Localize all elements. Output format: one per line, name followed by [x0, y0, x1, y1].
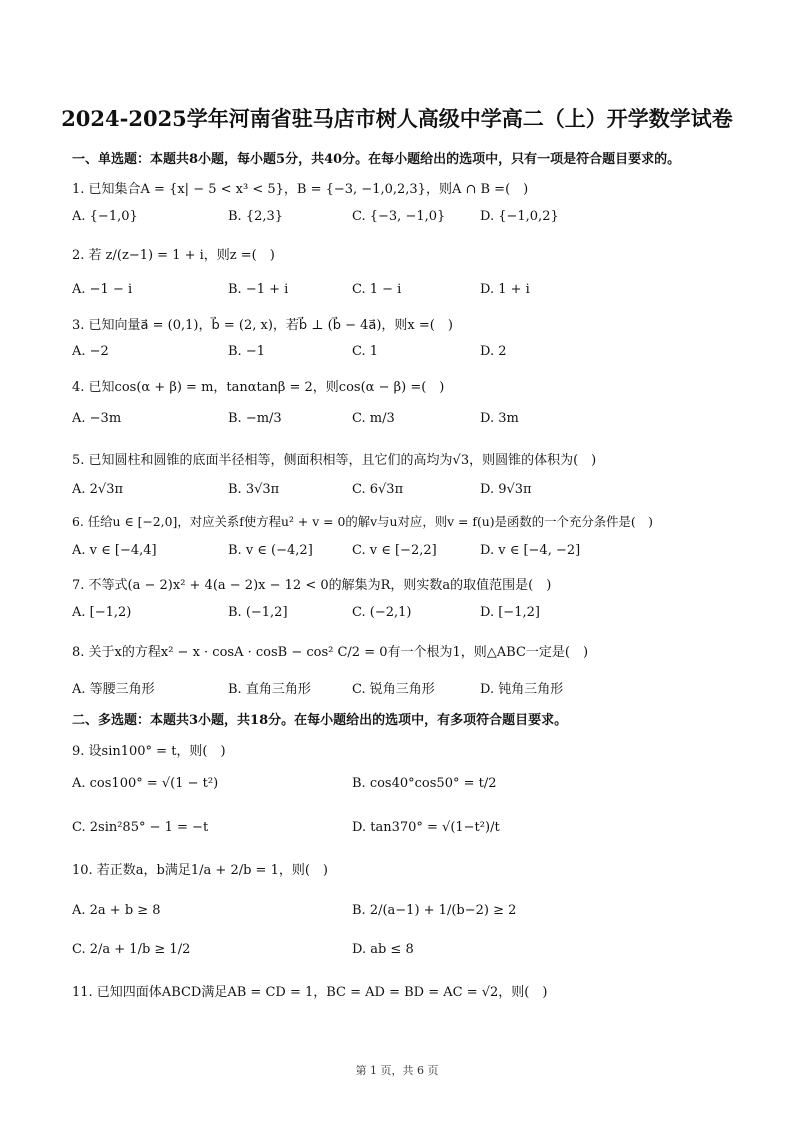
question-1-stem: 1. 已知集合A = {x| − 5 < x³ < 5}，B = {−3, −1,0,2,3}，则A ∩ B =( )	[72, 182, 529, 197]
question-5-stem: 5. 已知圆柱和圆锥的底面半径相等，侧面积相等，且它们的高均为√3，则圆锥的体积为( )	[72, 453, 597, 468]
question-4-stem: 4. 已知cos(α + β) = m，tanαtanβ = 2，则cos(α − β) =( )	[72, 380, 445, 395]
question-8-stem: 8. 关于x的方程x² − x · cosA · cosB − cos² C/2 = 0有一个根为1，则△ABC一定是( )	[72, 645, 589, 660]
question-3-stem: 3. 已知向量a⃗ = (0,1)，b⃗ = (2, x)，若b⃗ ⊥ (b⃗ − 4a⃗)，则x =( )	[72, 318, 453, 333]
question-1-option-c: C. {−3, −1,0}	[352, 209, 446, 224]
question-8-option-c: C. 锐角三角形	[352, 682, 435, 697]
question-7-option-d: D. [−1,2]	[480, 605, 540, 620]
page-footer: 第 1 页，共 6 页	[355, 1064, 439, 1077]
question-3-option-a: A. −2	[72, 344, 109, 359]
question-2-option-c: C. 1 − i	[352, 282, 402, 297]
question-4-option-b: B. −m/3	[228, 411, 282, 426]
question-4-option-c: C. m/3	[352, 411, 395, 426]
question-7-option-a: A. [−1,2)	[72, 605, 132, 620]
question-9-option-c: C. 2sin²85° − 1 = −t	[72, 820, 209, 835]
question-6-option-c: C. v ∈ [−2,2]	[352, 543, 437, 558]
question-9-option-d: D. tan370° = √(1−t²)/t	[352, 820, 500, 835]
question-10-option-d: D. ab ≤ 8	[352, 942, 414, 957]
question-10-option-b: B. 2/(a−1) + 1/(b−2) ≥ 2	[352, 903, 517, 918]
question-6-option-b: B. v ∈ (−4,2]	[228, 543, 313, 558]
question-6-option-a: A. v ∈ [−4,4]	[72, 543, 157, 558]
question-1-option-d: D. {−1,0,2}	[480, 209, 559, 224]
question-7-stem: 7. 不等式(a − 2)x² + 4(a − 2)x − 12 < 0的解集为R，则实数a的取值范围是( )	[72, 578, 552, 593]
question-6-option-d: D. v ∈ [−4, −2]	[480, 543, 581, 558]
question-9-stem: 9. 设sin100° = t，则( )	[72, 744, 226, 759]
question-5-option-c: C. 6√3π	[352, 482, 404, 497]
section-multiple-choice-heading: 二、多选题：本题共3小题，共18分。在每小题给出的选项中，有多项符合题目要求。	[72, 713, 568, 728]
question-2-option-b: B. −1 + i	[228, 282, 289, 297]
question-5-option-a: A. 2√3π	[72, 482, 124, 497]
question-1-option-b: B. {2,3}	[228, 209, 284, 224]
question-3-option-b: B. −1	[228, 344, 265, 359]
section-single-choice-heading: 一、单选题：本题共8小题，每小题5分，共40分。在每小题给出的选项中，只有一项是符合题目要求的。	[72, 152, 681, 167]
question-7-option-b: B. (−1,2]	[228, 605, 288, 620]
question-8-option-b: B. 直角三角形	[228, 682, 311, 697]
question-8-option-a: A. 等腰三角形	[72, 682, 155, 697]
question-3-option-d: D. 2	[480, 344, 507, 359]
question-1-option-a: A. {−1,0}	[72, 209, 138, 224]
question-7-option-c: C. (−2,1)	[352, 605, 412, 620]
question-2-stem: 2. 若 z/(z−1) = 1 + i，则z =( )	[72, 248, 275, 263]
question-9-option-a: A. cos100° = √(1 − t²)	[72, 776, 219, 791]
exam-title: 2024-2025学年河南省驻马店市树人高级中学高二（上）开学数学试卷	[61, 106, 733, 131]
question-2-option-d: D. 1 + i	[480, 282, 530, 297]
question-8-option-d: D. 钝角三角形	[480, 682, 564, 697]
question-10-option-a: A. 2a + b ≥ 8	[72, 903, 161, 918]
question-4-option-a: A. −3m	[72, 411, 122, 426]
question-5-option-d: D. 9√3π	[480, 482, 532, 497]
question-10-stem: 10. 若正数a，b满足1/a + 2/b = 1，则( )	[72, 863, 328, 878]
question-6-stem: 6. 任给u ∈ [−2,0]，对应关系f使方程u² + v = 0的解v与u对应，则v = f(u)是函数的一个充分条件是( )	[72, 514, 653, 529]
question-10-option-c: C. 2/a + 1/b ≥ 1/2	[72, 942, 191, 957]
question-4-option-d: D. 3m	[480, 411, 519, 426]
question-3-option-c: C. 1	[352, 344, 379, 359]
question-5-option-b: B. 3√3π	[228, 482, 280, 497]
question-9-option-b: B. cos40°cos50° = t/2	[352, 776, 497, 791]
question-11-stem: 11. 已知四面体ABCD满足AB = CD = 1，BC = AD = BD = AC = √2，则( )	[72, 985, 548, 1000]
question-2-option-a: A. −1 − i	[72, 282, 133, 297]
